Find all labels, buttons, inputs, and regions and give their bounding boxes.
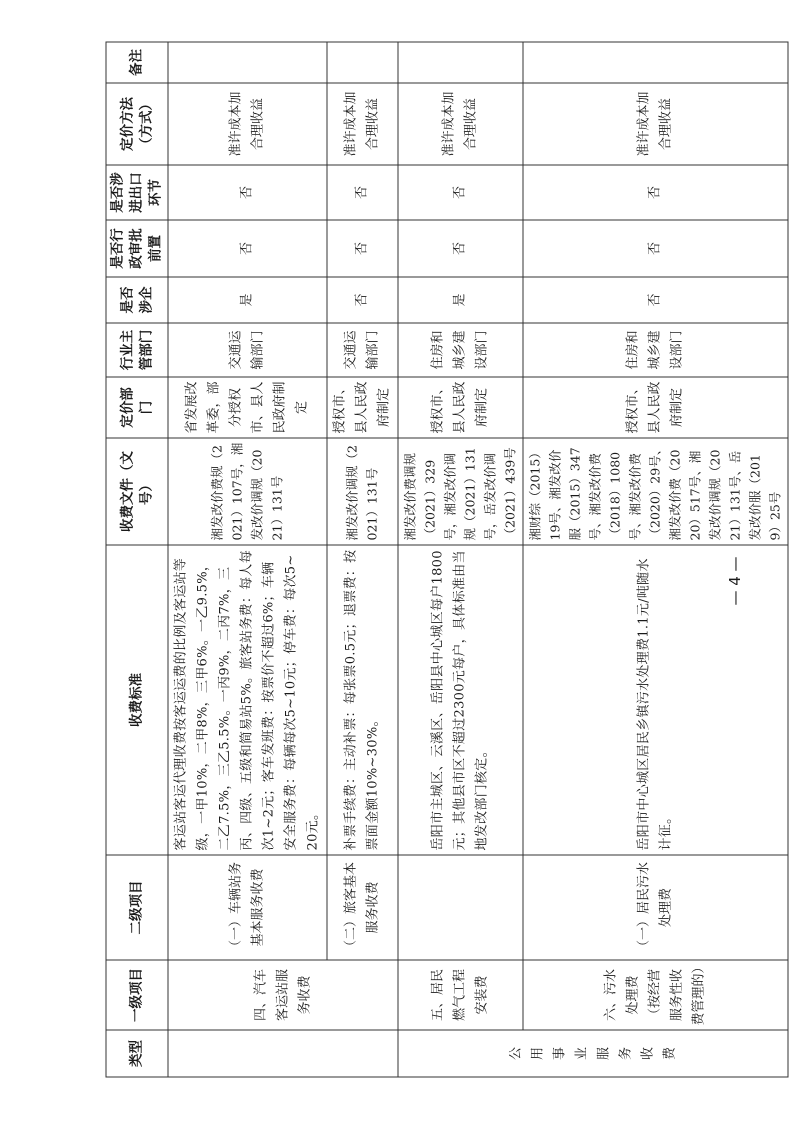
header-level2: 二级项目 (106, 855, 168, 960)
pricing-dept-cell: 授权市、县人民政府制定 (523, 377, 788, 438)
documents-cell: 湘财综（2015）19号、湘发改价服（2015）347号、湘发改价费（2018）1080号、湘发改价费（2020）29号、湘发改价费（2020）517号、湘发改价调规（2021）131号、岳发改价服（2019）25号 (523, 438, 788, 545)
page-number: — 4 — (726, 556, 744, 606)
involves-enterprise-cell: 否 (523, 277, 788, 323)
pricing-dept-cell: 省发展改革委，部分授权市、县人民政府制定 (168, 377, 327, 438)
import-export-cell: 否 (168, 165, 327, 220)
industry-dept-cell: 住房和城乡建设部门 (523, 323, 788, 377)
table-row (327, 42, 398, 1077)
remarks-cell (168, 42, 327, 83)
involves-enterprise-cell: 是 (398, 277, 523, 323)
pricing-method-cell: 准许成本加合理收益 (327, 83, 398, 165)
level2-cell: （二）旅客基本服务收费 (327, 855, 398, 960)
industry-dept-cell: 交通运输部门 (168, 323, 327, 377)
documents-cell: 湘发改价费规（2021）107号，湘发改价调规（2021）131号 (168, 438, 327, 545)
table-row (398, 42, 523, 1077)
header-admin-approval: 是否行政审批前置 (106, 220, 168, 277)
header-row (106, 42, 168, 1077)
level2-cell: （一）居民污水处理费 (523, 855, 788, 960)
header-category: 类型 (106, 1030, 168, 1077)
pricing-method-cell: 准许成本加合理收益 (398, 83, 523, 165)
rotated-fee-table-wrapper (105, 42, 782, 1077)
pricing-dept-cell: 授权市、县人民政府制定 (327, 377, 398, 438)
industry-dept-cell: 交通运输部门 (327, 323, 398, 377)
import-export-cell: 否 (523, 165, 788, 220)
admin-approval-cell: 否 (327, 220, 398, 277)
header-import-export: 是否涉进出口环节 (106, 165, 168, 220)
remarks-cell (523, 42, 788, 83)
admin-approval-cell: 否 (398, 220, 523, 277)
header-pricing-method: 定价方法（方式） (106, 83, 168, 165)
level2-cell: （一）车辆站务基本服务收费 (168, 855, 327, 960)
header-remarks: 备注 (106, 42, 168, 83)
import-export-cell: 否 (398, 165, 523, 220)
table-row (168, 42, 327, 1077)
industry-dept-cell: 住房和城乡建设部门 (398, 323, 523, 377)
remarks-cell (398, 42, 523, 83)
admin-approval-cell: 否 (168, 220, 327, 277)
import-export-cell: 否 (327, 165, 398, 220)
header-level1: 一级项目 (106, 960, 168, 1030)
pricing-dept-cell: 授权市、县人民政府制定 (398, 377, 523, 438)
table-row (523, 42, 788, 1077)
involves-enterprise-cell: 是 (168, 277, 327, 323)
fee-table (105, 41, 788, 1077)
level2-cell (398, 855, 523, 960)
remarks-cell (327, 42, 398, 83)
level1-cell: 六、污水处理费（按经营服务性收费管理的） (523, 960, 788, 1030)
involves-enterprise-cell: 否 (327, 277, 398, 323)
pricing-method-cell: 准许成本加合理收益 (168, 83, 327, 165)
category-cell: 公用事业服务收费 (398, 1030, 788, 1077)
level1-cell: 四、汽车客运站服务收费 (168, 960, 398, 1030)
standard-cell: 岳阳市中心城区居民乡镇污水处理费1.1元/吨随水计征。 (523, 545, 788, 855)
header-standard: 收费标准 (106, 545, 168, 855)
standard-cell: 岳阳市主城区、云溪区、岳阳县中心城区每户1800元；其他县市区不超过2300元每户，具体标准由当地发改部门核定。 (398, 545, 523, 855)
header-involves-enterprise: 是否涉企 (106, 277, 168, 323)
header-industry-dept: 行业主管部门 (106, 323, 168, 377)
level1-cell: 五、居民燃气工程安装费 (398, 960, 523, 1030)
standard-cell: 补票手续费：主动补票：每张票0.5元；退票费：按票面金额10%~30%。 (327, 545, 398, 855)
documents-cell: 湘发改价费调规（2021）329号，湘发改价调规（2021）131号，岳发改价调（2021）439号 (398, 438, 523, 545)
pricing-method-cell: 准许成本加合理收益 (523, 83, 788, 165)
category-cell (168, 1030, 398, 1077)
standard-cell: 客运站客运代理收费按客运运费的比例及客运站等级，一甲10%，二甲8%，三甲6%。一乙9.5%，二乙7.5%，三乙5.5%。一丙9%，二丙7%，三丙、四级、五级和简易站5%。旅客站务费：每人每次1~2元；客车发班费：按票价不超过6%；车辆安全服务费：每辆每次5~10元；停车费：每次5~20元。 (168, 545, 327, 855)
header-pricing-dept: 定价部门 (106, 377, 168, 438)
documents-cell: 湘发改价调规（2021）131号 (327, 438, 398, 545)
admin-approval-cell: 否 (523, 220, 788, 277)
header-documents: 收费文件（文号） (106, 438, 168, 545)
